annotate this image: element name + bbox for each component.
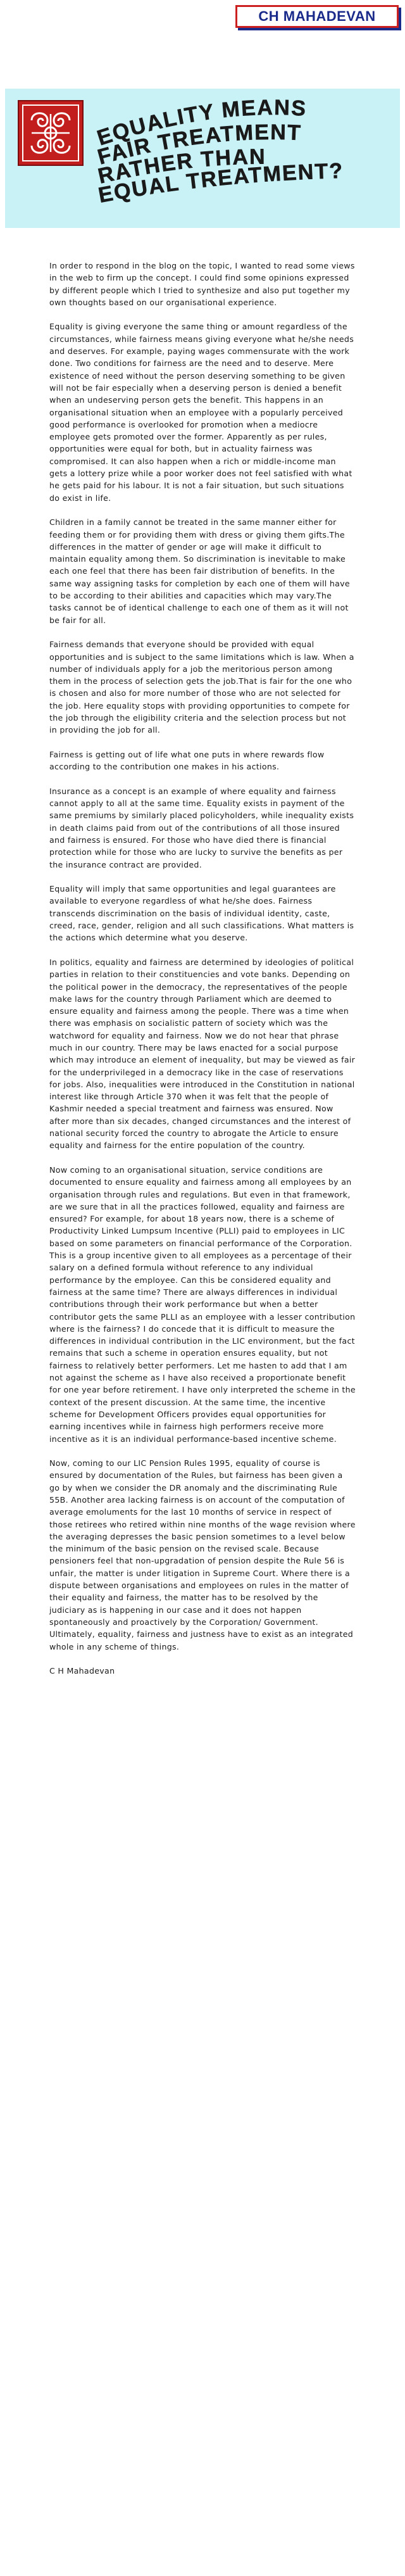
paragraph: Fairness is getting out of life what one puts in where rewards flow according to the contribution one makes in his actions.	[49, 749, 325, 772]
paragraph: Equality will imply that same opportunities and legal guarantees are available to everyone regardless of what he/she does. Fairness transcends discrimination on the basis of individual identity, caste, creed, race, gender, religion and all such classifications. What matters is the actions which determine what you deserve.	[49, 884, 354, 943]
paragraph: Children in a family cannot be treated in the same manner either for feeding them or for providing them with dress or giving them gifts.The differences in the matter of gender or age will make it difficult to maintain equality among them. So discrimination is inevitable to make each one feel that there has been fair distribution of benefits. In the same way assigning tasks for completion by each one of them will have to be according to their abilities and capacities which may vary.The tasks cannot be of identical challenge to each one of them as it will not be fair for all.	[49, 517, 350, 625]
author-badge: CH MAHADEVAN	[235, 5, 399, 28]
article-body	[49, 260, 356, 1689]
slogan-line-4: EQUAL TREATMENT?	[96, 158, 344, 208]
author-signature: C H Mahadevan	[49, 1666, 115, 1676]
slogan-line-3: RATHER THAN	[96, 144, 266, 189]
paragraph: In politics, equality and fairness are determined by ideologies of political parties in relation to their constituencies and vote banks. Depending on the political power in the democracy, the representatives of the people make laws for the country through Parliament which are deemed to ensure equality and fairness among the people. There was a time when there was emphasis on socialistic pattern of society which was the watchword for equality and fairness. Now we do not hear that phrase much in our country. There may be laws enacted for a social purpose which may introduce an element of inequality, but may be viewed as fair for the underprivileged in a democracy like in the case of reservations for jobs. Also, inequalities were introduced in the Constitution in national interest like through Article 370 when it was felt that the people of Kashmir needed a special treatment and fairness was ensured. Now after more than six decades, changed circumstances and the interest of national security forced the country to abrogate the Article to ensure equality and fairness for the entire population of the country.	[49, 957, 356, 1151]
paragraph: Equality is giving everyone the same thing or amount regardless of the circumstances, while fairness means giving everyone what he/she needs and deserves. For example, paying wages commensurate with the work done. Two conditions for fairness are the need and to deserve. Mere existence of need without the person deserving something to be given will not be fair especially when a deserving person is denied a benefit when an undeserving person gets the benefit. This happens in an organisational situation when an employee with a popularly perceived good performance is overlooked for promotion when a mediocre employee gets promoted over the former. Apparently as per rules, opportunities were equal for both, but in actuality fairness was compromised. It can also happen when a rich or middle-income man gets a lottery prize while a poor worker does not feel satisfied with what he gets paid for his labour. It is not a fair situation, but such situations do exist in life.	[49, 322, 354, 503]
slogan-line-1: EQUALITY MEANS	[94, 95, 308, 151]
paragraph: In order to respond in the blog on the topic, I wanted to read some views in the web to firm up the concept. I could find some opinions expressed by different people which I tried to synthesize and also put together my own thoughts based on our organisational experience.	[49, 261, 355, 307]
paragraph: Now coming to an organisational situation, service conditions are documented to ensure equality and fairness among all employees by an organisation through rules and regulations. But even in that framework, are we sure that in all the practices followed, equality and fairness are ensured? For example, for about 18 years now, there is a scheme of Productivity Linked Lumpsum Incentive (PLLI) paid to employees in LIC based on some parameters on financial performance of the Corporation. This is a group incentive given to all employees as a percentage of their salary on a defined formula without reference to any individual performance by the employee. Can this be considered equality and fairness at the same time? There are always differences in individual contributions through their work performance but when a better contributor gets the same PLLI as an employee with a lesser contribution where is the fairness? I do concede that it is difficult to measure the differences in individual contribution in the LIC environment, but the fact remains that such a scheme in operation ensures equality, but not fairness to relatively better performers. Let me hasten to add that I am not against the scheme as I have also received a proportionate benefit for one year before retirement. I have only interpreted the scheme in the context of the present discussion. At the same time, the incentive scheme for Development Officers provides equal opportunities for earning incentives while in fairness high performers receive more incentive as it is an individual performance-based incentive scheme.	[49, 1165, 356, 1444]
slogan-text	[94, 95, 397, 222]
paragraph: Fairness demands that everyone should be provided with equal opportunities and is subject to the same limitations which is law. When a number of individuals apply for a job the meritorious person among them in the process of selection gets the job.That is fair for the one who is chosen and also for more number of those who are not selected for the job. Here equality stops with providing opportunities to compete for the job through the eligibility criteria and the selection process but not in providing the job for all.	[49, 640, 354, 735]
ornament-icon	[19, 101, 82, 165]
decorative-logo-icon	[18, 100, 84, 166]
paragraph: Insurance as a concept is an example of where equality and fairness cannot apply to all at the same time. Equality exists in payment of the same premiums by similarly placed policyholders, while inequality exists in death claims paid from out of the contributions of all those insured and fairness is ensured. For those who have died there is financial protection while for those who are lucky to survive the benefits as per the insurance contract are provided.	[49, 786, 354, 869]
slogan-line-2: FAIR TREATMENT	[95, 120, 302, 170]
paragraph: Now, coming to our LIC Pension Rules 1995, equality of course is ensured by documentation of the Rules, but fairness has been given a go by when we consider the DR anomaly and the discriminating Rule 55B. Another area lacking fairness is on account of the computation of average emoluments for the last 10 months of service in respect of those retirees who retired within nine months of the wage revision where the averaging depresses the basic pension sometimes to a level below the minimum of the basic pension on the revised scale. Because pensioners feel that non-upgradation of pension despite the Rule 56 is unfair, the matter is under litigation in Supreme Court. Where there is a dispute between organisations and employees on rules in the matter of their equality and fairness, the matter has to be resolved by the judiciary as is happening in our case and it does not happen spontaneously and proactively by the Corporation/ Government. Ultimately, equality, fairness and justness have to exist as an integrated whole in any scheme of things.	[49, 1458, 356, 1651]
title-banner	[5, 89, 400, 228]
